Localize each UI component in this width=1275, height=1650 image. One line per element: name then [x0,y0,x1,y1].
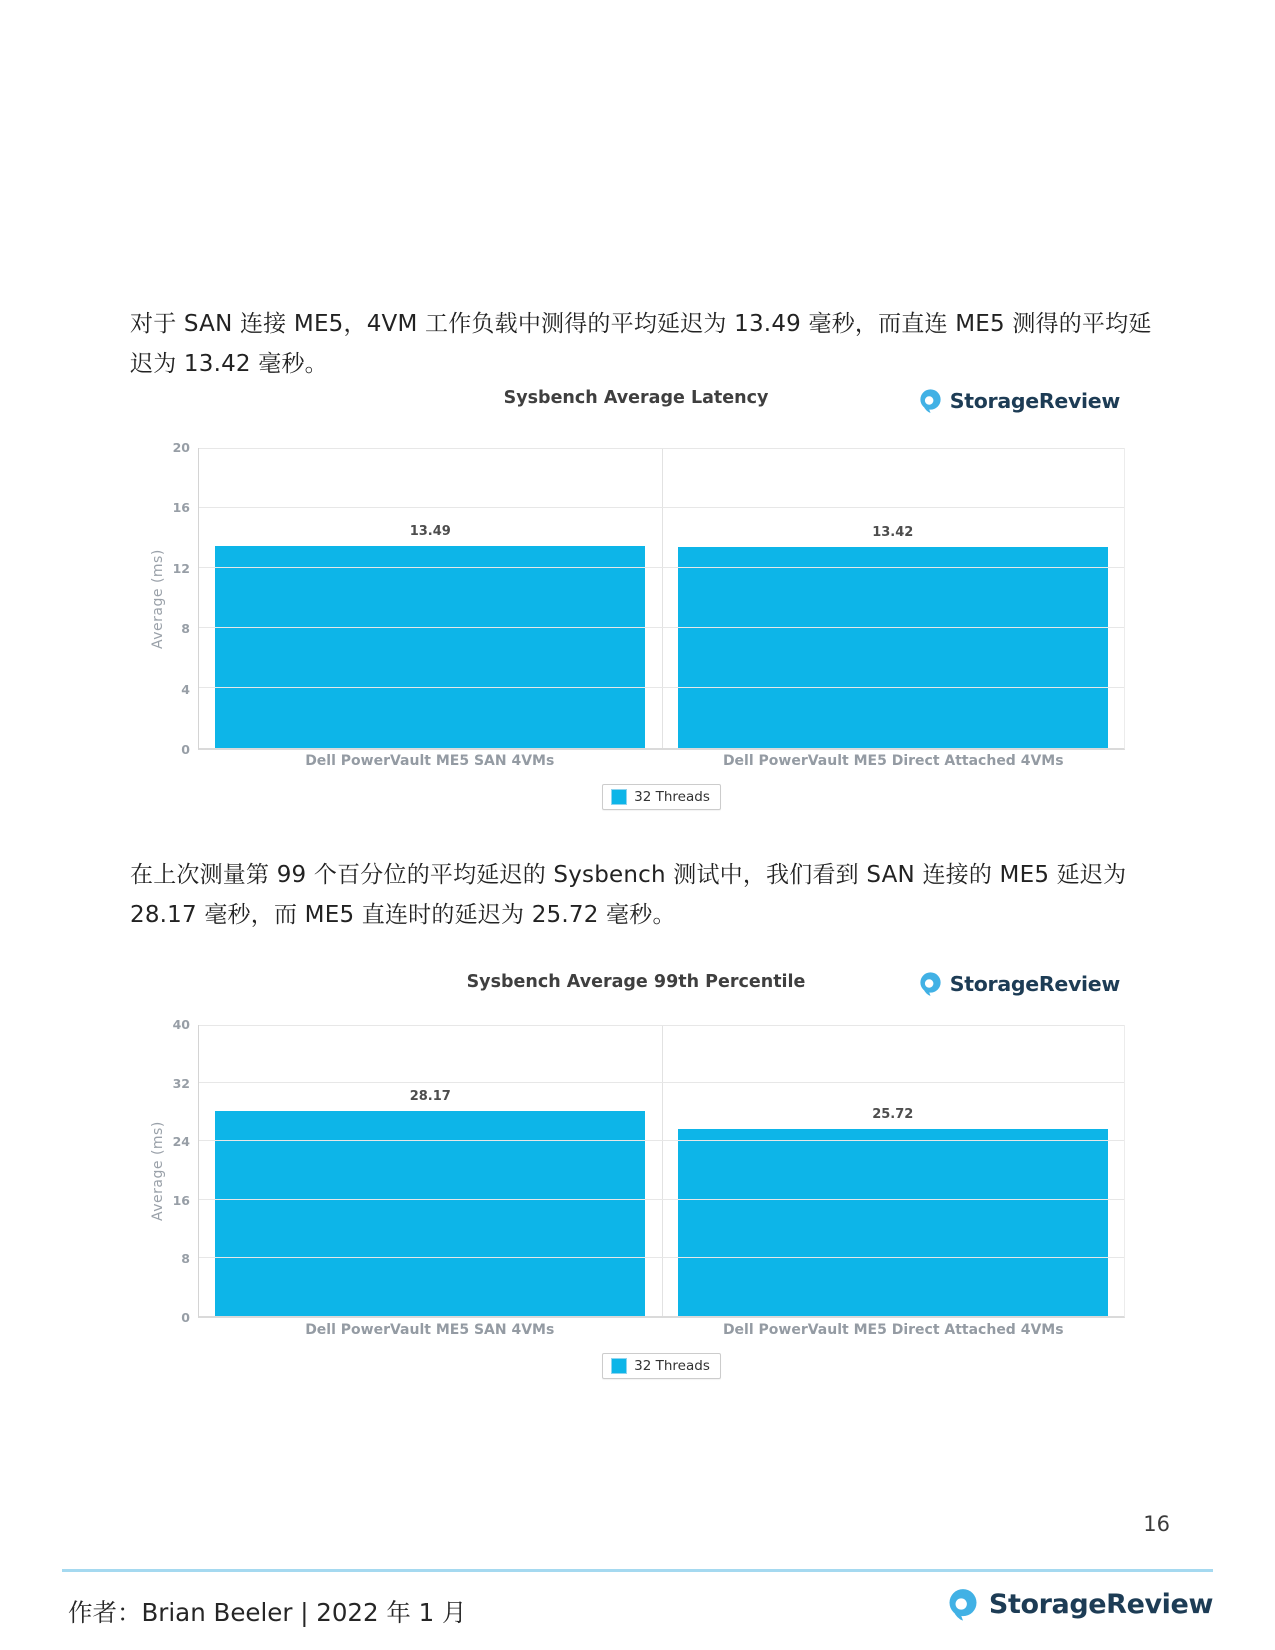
bar [678,547,1108,748]
legend-label: 32 Threads [634,789,710,805]
bar-series [199,448,1124,748]
y-tick-label: 16 [172,1192,190,1208]
footer-divider [62,1569,1213,1572]
average-latency-chart [140,385,1132,817]
category-label: Dell PowerVault ME5 Direct Attached 4VMs [722,1322,1064,1338]
y-tick-label: 0 [181,1310,190,1325]
legend [602,1353,721,1379]
bar [215,1111,645,1316]
gridline [199,448,1124,449]
legend-row [198,1353,1125,1379]
bar-value-label: 25.72 [872,1106,914,1122]
y-axis-ticks [144,440,190,757]
legend-swatch [611,789,627,805]
gridline [199,1082,1124,1083]
storagereview-logo [917,387,1120,414]
legend [602,784,721,810]
gridline [199,627,1124,628]
brand-name: StorageReview [949,971,1120,996]
page-number: 16 [1143,1512,1170,1536]
plot-area [198,448,1125,750]
plot-area [198,1025,1125,1318]
y-tick-label: 8 [181,1251,190,1267]
storagereview-footer-logo [945,1586,1213,1622]
storagereview-drop-icon [945,1586,981,1622]
gridline [199,687,1124,688]
gridline [199,507,1124,508]
paragraph-99th-percentile: 在上次测量第 99 个百分位的平均延迟的 Sysbench 测试中，我们看到 SAN 连接的 ME5 延迟为 28.17 毫秒，而 ME5 直连时的延迟为 25.72 毫秒。 [130,862,1127,928]
y-tick-label: 8 [181,621,190,637]
bar-group [199,448,662,748]
x-axis-labels [198,753,1125,769]
legend-swatch [611,1358,627,1374]
bar [215,546,645,748]
bar-value-label: 13.42 [872,524,914,540]
gridline [199,567,1124,568]
footer-author-line: 作者：Brian Beeler | 2022 年 1 月 [68,1598,467,1627]
gridline [199,1025,1124,1026]
bar-group [199,1025,662,1316]
percentile-99-chart [140,958,1132,1388]
y-axis-title: Average (ms) [150,1121,166,1222]
y-tick-label: 16 [172,500,190,516]
storagereview-drop-icon [917,970,944,997]
storagereview-logo [917,970,1120,997]
y-tick-label: 4 [181,681,190,697]
bar-series [199,1025,1124,1316]
legend-label: 32 Threads [634,1358,710,1374]
bar-value-label: 28.17 [409,1089,451,1105]
gridline [199,1199,1124,1200]
y-tick-label: 12 [172,560,190,576]
bar-group [662,448,1125,748]
y-axis-ticks [144,1017,190,1325]
y-tick-label: 20 [172,440,190,455]
y-tick-label: 32 [172,1075,190,1091]
y-tick-label: 24 [172,1134,190,1150]
bar [678,1129,1108,1316]
y-tick-label: 0 [181,742,190,757]
chart-title: Sysbench Average 99th Percentile [466,972,806,992]
storagereview-drop-icon [917,387,944,414]
y-tick-label: 40 [172,1017,190,1032]
y-axis-title: Average (ms) [150,549,166,649]
category-label: Dell PowerVault ME5 SAN 4VMs [305,753,555,769]
gridline [199,1140,1124,1141]
x-axis-labels [198,1322,1125,1338]
chart-title: Sysbench Average Latency [503,388,769,408]
category-label: Dell PowerVault ME5 SAN 4VMs [305,1322,555,1338]
gridline [199,1257,1124,1258]
bar-group [662,1025,1125,1316]
brand-name: StorageReview [988,1588,1213,1620]
legend-row [198,784,1125,810]
bar-value-label: 13.49 [409,523,451,539]
paragraph-average-latency: 对于 SAN 连接 ME5，4VM 工作负载中测得的平均延迟为 13.49 毫秒，而直连 ME5 测得的平均延迟为 13.42 毫秒。 [130,311,1152,377]
category-label: Dell PowerVault ME5 Direct Attached 4VMs [722,753,1064,769]
brand-name: StorageReview [949,388,1120,413]
